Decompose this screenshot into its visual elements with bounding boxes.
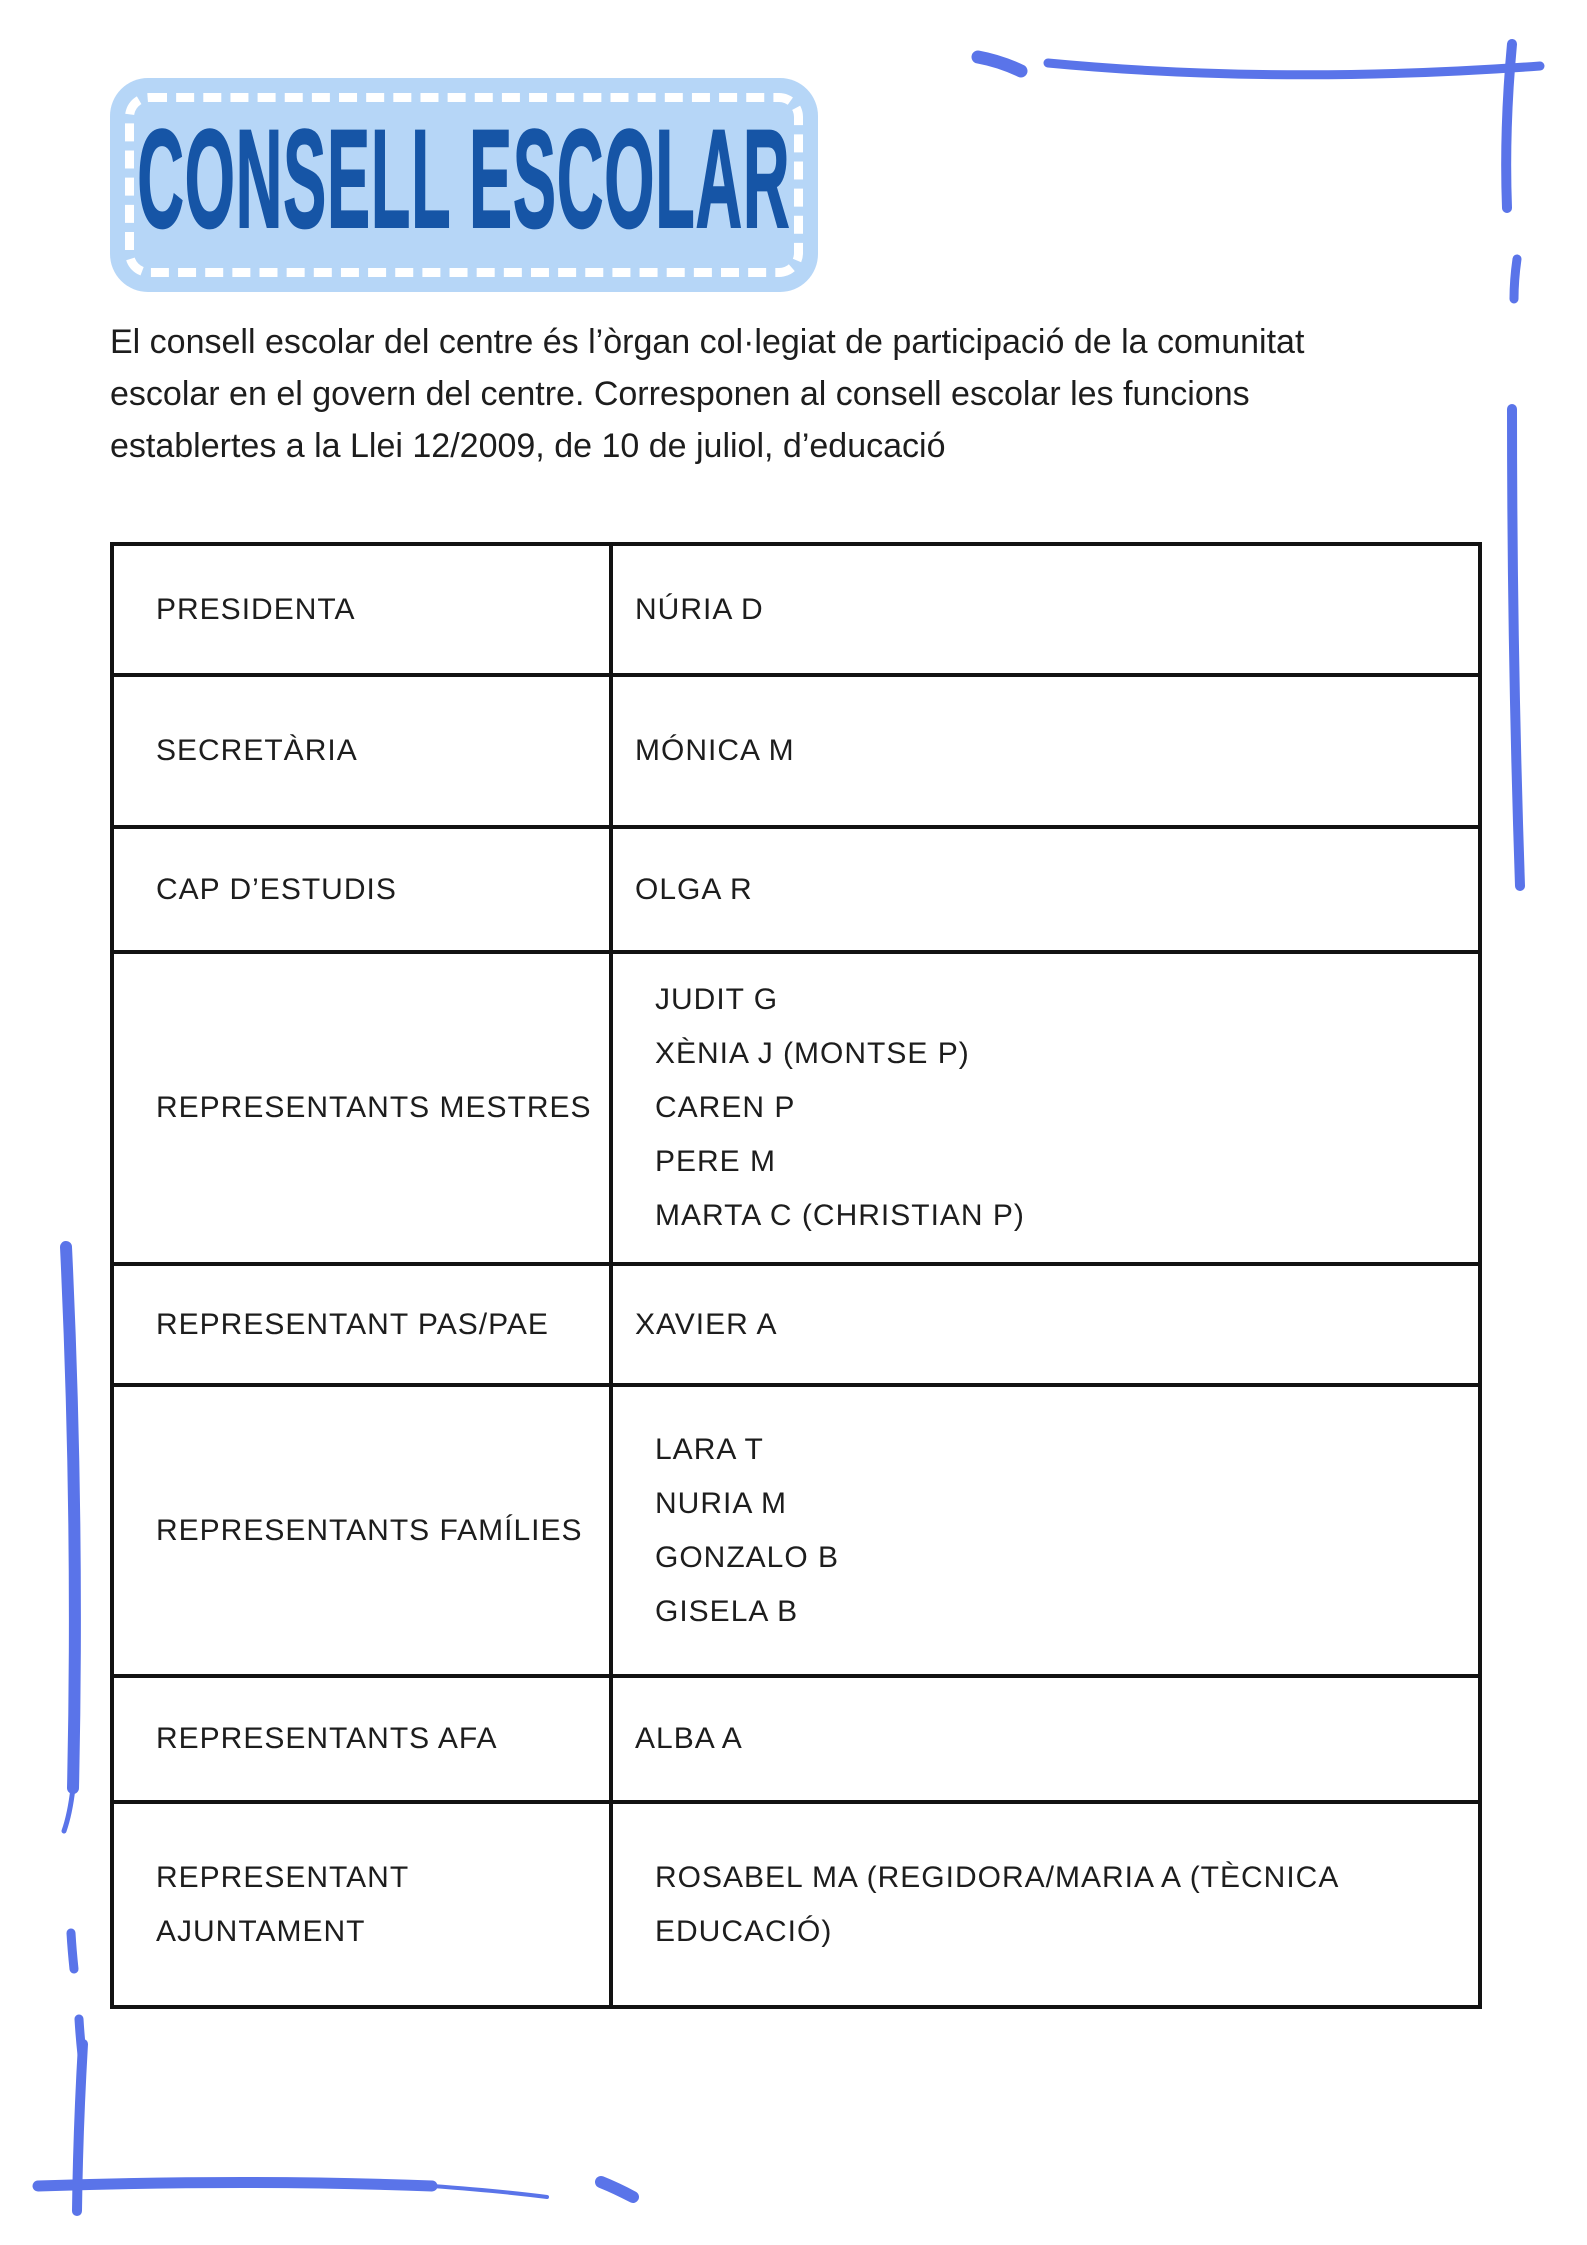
intro-line: El consell escolar del centre és l’òrgan col·legiat de participació de la comunitat [110, 323, 1305, 361]
members-cell [611, 827, 1480, 952]
members-cell [611, 1264, 1480, 1385]
member-name: CAREN P [655, 1091, 796, 1124]
role-label-line: SECRETÀRIA [156, 734, 358, 767]
bottom-horizontal-stroke-icon [38, 2183, 432, 2187]
role-label-line: PRESIDENTA [156, 592, 356, 626]
role-cell [112, 827, 611, 952]
right-dash-stroke-icon [1514, 259, 1517, 299]
members-list [635, 863, 1478, 917]
member-name: MARTA C (CHRISTIAN P) [655, 1199, 1025, 1232]
intro-line: establertes a la Llei 12/2009, de 10 de juliol, d’educació [110, 427, 946, 465]
member-name: LARA T [655, 1432, 764, 1466]
role-cell [112, 544, 611, 675]
member-name: ROSABEL MA (REGIDORA/MARIA A (TÈCNICA [655, 1860, 1340, 1894]
members-cell [611, 675, 1480, 827]
members-list [635, 1712, 1478, 1766]
top-right-vertical-stroke-icon [1506, 44, 1512, 208]
members-list [635, 1298, 1478, 1352]
member-name: MÓNICA M [635, 734, 795, 767]
title-badge [110, 78, 818, 292]
members-cell [611, 1385, 1480, 1676]
members-cell [611, 544, 1480, 675]
role-cell [112, 1802, 611, 2007]
member-name: OLGA R [635, 872, 753, 906]
left-long-stroke-icon [66, 1247, 75, 1788]
members-list [635, 724, 1478, 778]
member-name: NÚRIA D [635, 592, 764, 626]
top-dash-stroke-icon [978, 57, 1021, 71]
members-cell [611, 1802, 1480, 2007]
role-cell [112, 1264, 611, 1385]
role-cell [112, 1385, 611, 1676]
table-row [112, 952, 1480, 1264]
member-name: XÈNIA J (MONTSE P) [655, 1037, 970, 1070]
intro-paragraph [110, 316, 1490, 472]
role-label-line: REPRESENTANTS FAMÍLIES [156, 1513, 583, 1547]
role-label-line: AJUNTAMENT [156, 1914, 366, 1948]
table-row [112, 544, 1480, 675]
bottom-dash-stroke-icon [601, 2182, 633, 2197]
role-cell [112, 675, 611, 827]
bottom-left-vertical-stroke-icon [77, 2044, 83, 2211]
left-dash-2-stroke-icon [79, 2019, 82, 2055]
role-label-line: REPRESENTANTS MESTRES [156, 1091, 592, 1124]
member-name: ALBA A [635, 1722, 743, 1755]
bottom-horizontal-taper-icon [432, 2186, 547, 2197]
table-row [112, 1802, 1480, 2007]
table-row [112, 675, 1480, 827]
role-label-line: REPRESENTANT PAS/PAE [156, 1307, 549, 1341]
member-name: XAVIER A [635, 1307, 778, 1341]
members-cell [611, 952, 1480, 1264]
table-row [112, 1676, 1480, 1802]
role-label-line: REPRESENTANT [156, 1860, 410, 1894]
member-name: PERE M [655, 1145, 777, 1178]
members-list [635, 1851, 1478, 1959]
member-name: EDUCACIÓ) [655, 1914, 833, 1948]
role-cell [112, 952, 611, 1264]
right-long-stroke-icon [1512, 409, 1520, 886]
table-row [112, 1385, 1480, 1676]
member-name: NURIA M [655, 1486, 788, 1520]
page-title: CONSELL ESCOLAR [137, 100, 791, 257]
left-dash-1-stroke-icon [71, 1933, 74, 1969]
member-name: JUDIT G [655, 983, 779, 1016]
table-row [112, 1264, 1480, 1385]
table-row [112, 827, 1480, 952]
left-long-stroke-tail-icon [64, 1788, 73, 1831]
member-name: GONZALO B [655, 1540, 840, 1574]
members-list [635, 973, 1478, 1243]
members-list [635, 1423, 1478, 1639]
council-table [110, 542, 1482, 2009]
members-list [635, 583, 1478, 637]
role-cell [112, 1676, 611, 1802]
role-label-line: CAP D’ESTUDIS [156, 872, 397, 906]
member-name: GISELA B [655, 1594, 799, 1628]
role-label-line: REPRESENTANTS AFA [156, 1722, 498, 1755]
members-cell [611, 1676, 1480, 1802]
top-horizontal-stroke-icon [1048, 63, 1540, 75]
intro-line: escolar en el govern del centre. Corresponen al consell escolar les funcions [110, 375, 1250, 413]
